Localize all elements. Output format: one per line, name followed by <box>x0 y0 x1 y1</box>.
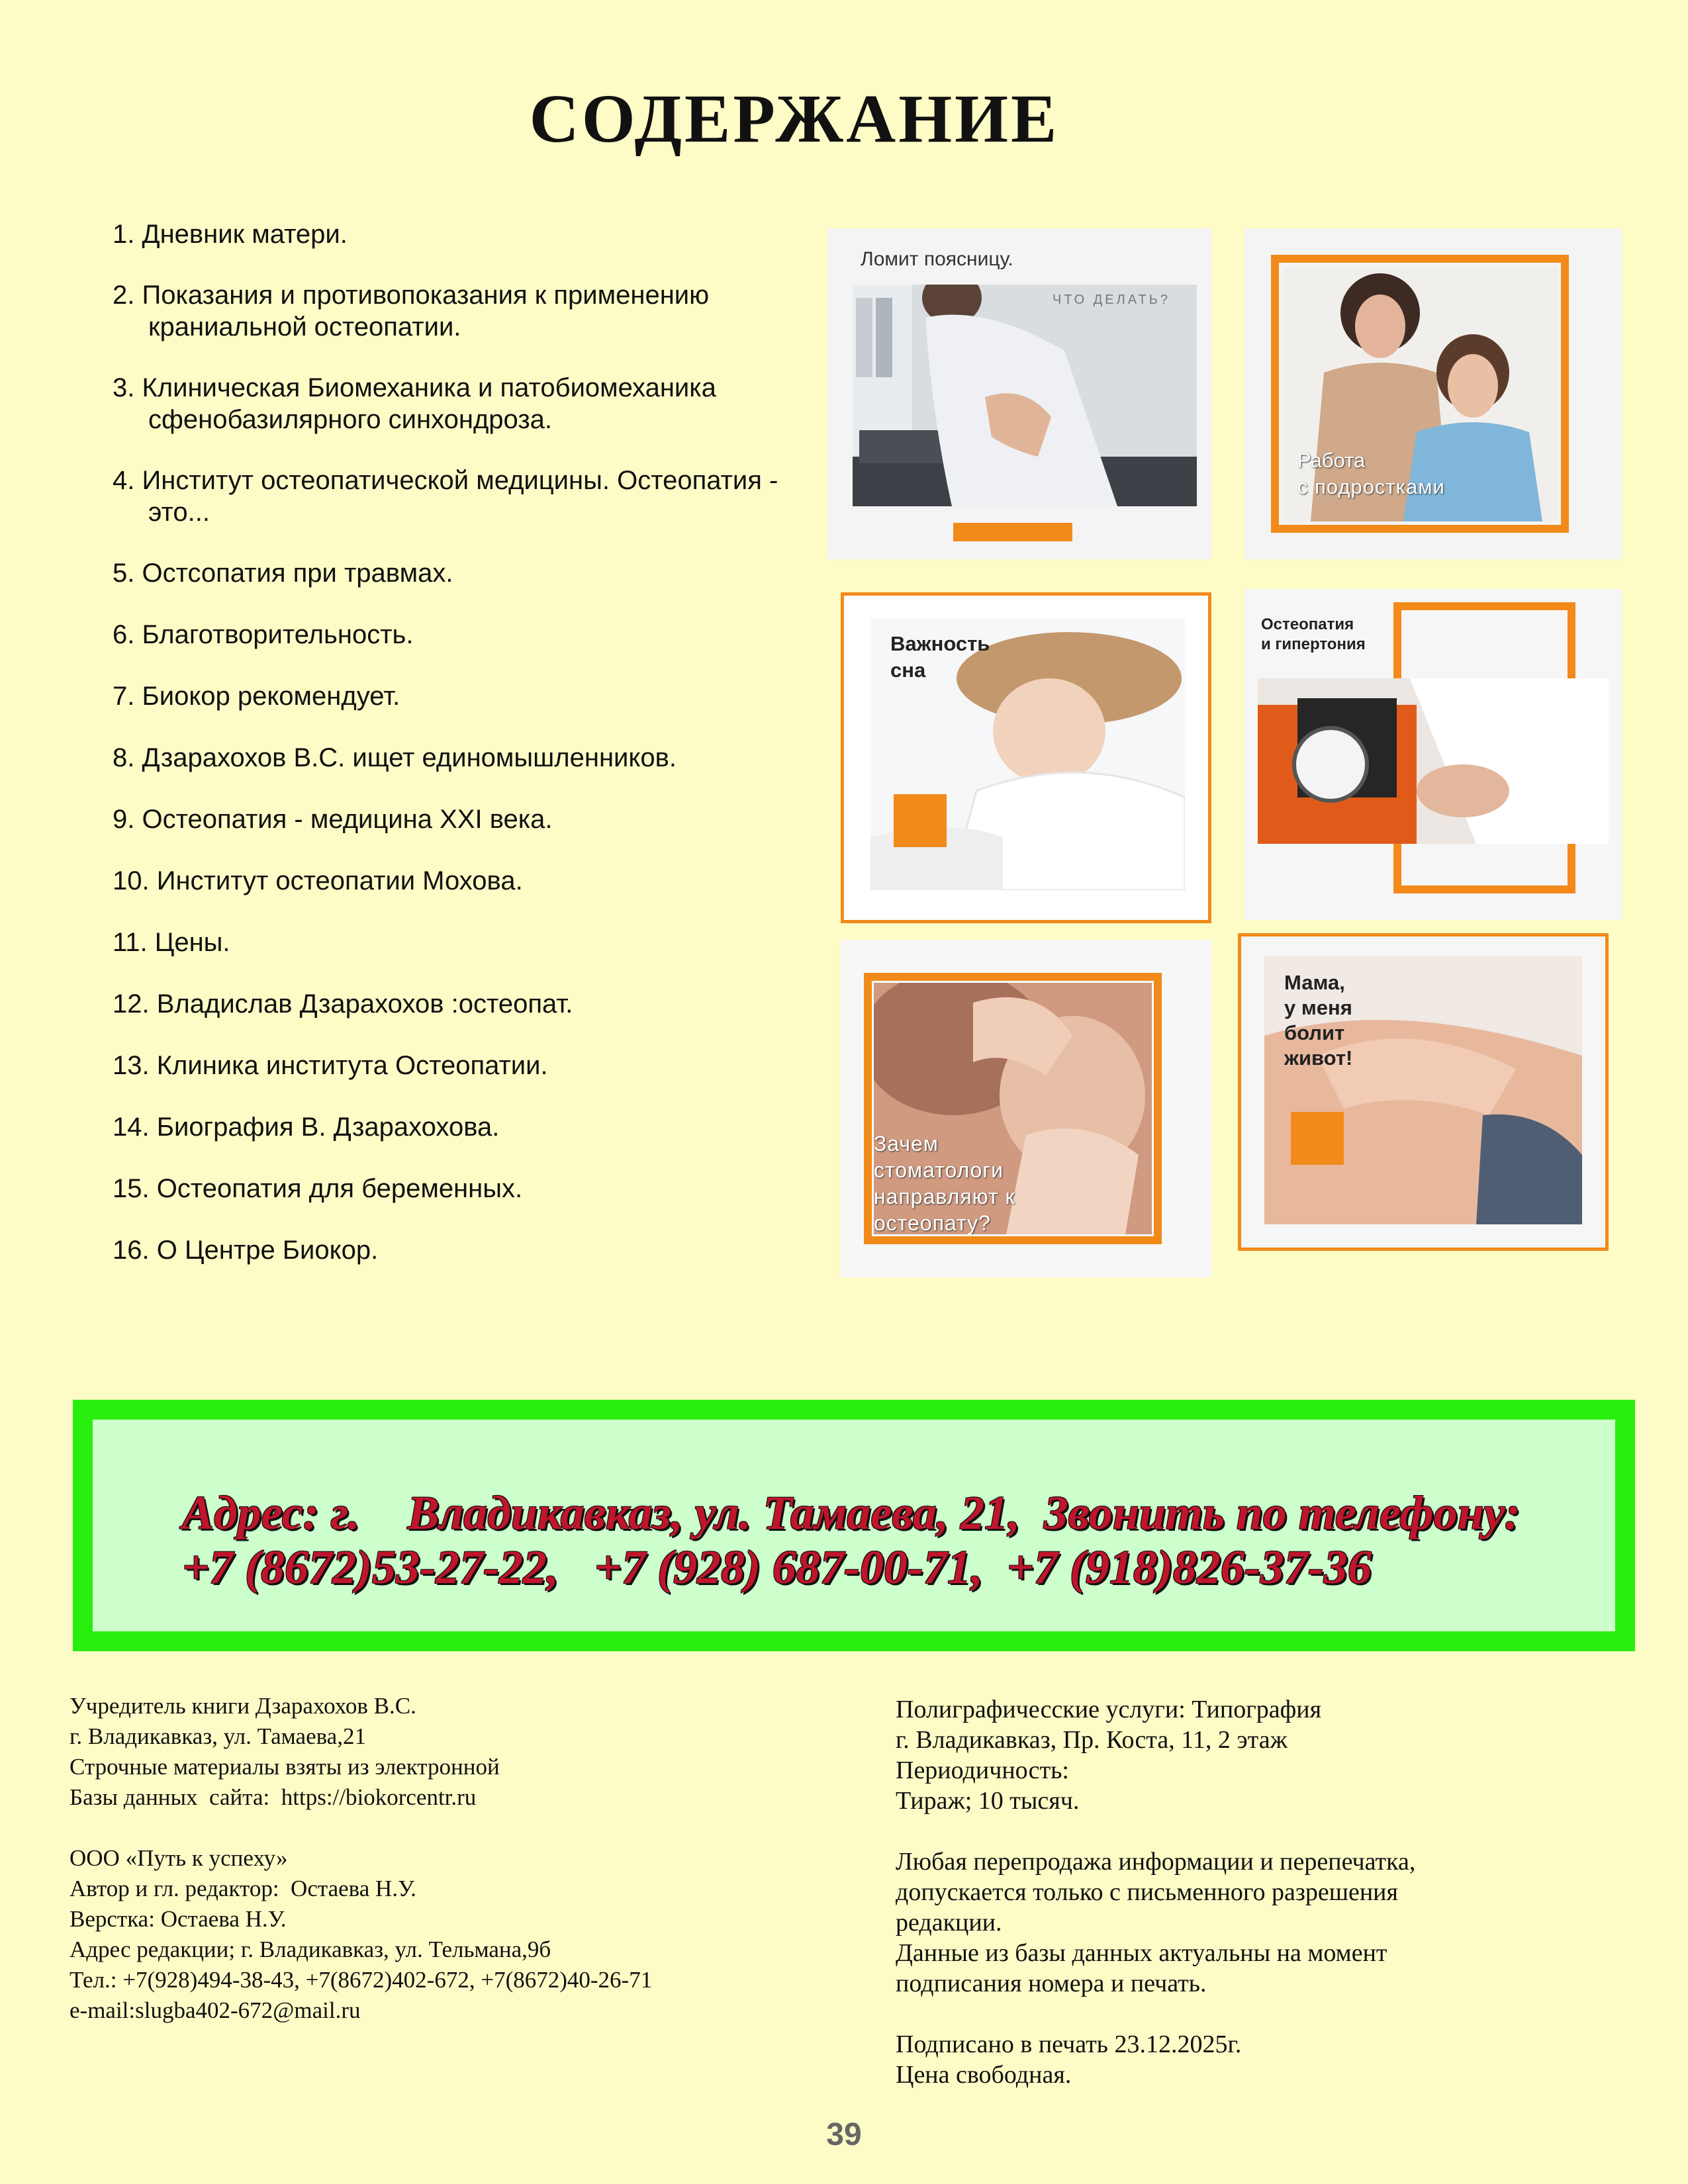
toc-item[interactable]: 2. Показания и противопоказания к применению краниальной остеопатии. <box>113 281 710 341</box>
dentists-photo <box>874 983 1152 1234</box>
card-caption: Остеопатия <box>1261 615 1354 633</box>
toc-item[interactable]: 5. Остсопатия при травмах. <box>113 559 453 588</box>
card-stomach <box>1238 933 1609 1251</box>
card-subcaption: ЧТО ДЕЛАТЬ? <box>1053 293 1171 307</box>
orange-bar <box>953 523 1072 541</box>
imprint-line: Любая перепродажа информации и перепечатка, <box>896 1848 1416 1876</box>
hypertension-photo <box>1258 678 1609 844</box>
imprint-line: Периодичность: <box>896 1756 1069 1784</box>
imprint-line: допускается только с письменного разрешения <box>896 1878 1398 1906</box>
card-caption: направляют к <box>874 1185 1015 1208</box>
card-dentists <box>841 940 1211 1277</box>
toc-item[interactable]: 8. Дзарахохов В.С. ищет единомышленников. <box>113 743 677 772</box>
card-caption: живот! <box>1284 1046 1353 1069</box>
phone-line[interactable]: +7 (8672)53-27-22, +7 (928) 687-00-71, +7 (918)826-37-36 <box>182 1541 1372 1594</box>
imprint-line: Подписано в печать 23.12.2025г. <box>896 2030 1242 2058</box>
address-text <box>182 1486 1521 1594</box>
toc-item[interactable]: 12. Владислав Дзарахохов :остеопат. <box>113 989 573 1019</box>
sleep-photo <box>870 619 1185 890</box>
card-caption: Важность <box>890 632 990 655</box>
imprint-line: Базы данных сайта: https://biokorcentr.ru <box>70 1784 477 1810</box>
orange-square <box>1291 1112 1344 1165</box>
toc-item[interactable]: 3. Клиническая Биомеханика и патобиомеханика сфенобазилярного синхондроза. <box>113 373 716 434</box>
table-of-contents <box>113 218 814 1266</box>
toc-item[interactable]: 1. Дневник матери. <box>113 220 348 249</box>
toc-item[interactable]: 16. О Центре Биокор. <box>113 1236 379 1265</box>
imprint-line: Цена свободная. <box>896 2061 1072 2089</box>
imprint-line: редакции. <box>896 1909 1002 1936</box>
imprint-line: Данные из базы данных актуальны на момент <box>896 1939 1387 1967</box>
imprint-line: Автор и гл. редактор: Остаева Н.У. <box>70 1876 416 1901</box>
imprint-right <box>896 1694 1415 2090</box>
imprint-line: Тел.: +7(928)494-38-43, +7(8672)402-672, +7(8672)40-26-71 <box>70 1967 653 1993</box>
image-gallery <box>827 228 1622 1287</box>
page-number: 39 <box>826 2117 862 2152</box>
card-caption: сна <box>890 659 926 682</box>
card-caption: остеопату? <box>874 1211 991 1234</box>
card-caption: Ломит поясницу. <box>861 248 1013 270</box>
address-box-inner <box>93 1420 1615 1631</box>
card-caption: болит <box>1284 1021 1345 1044</box>
orange-square <box>894 794 947 847</box>
imprint-line: Учредитель книги Дзарахохов В.С. <box>70 1693 416 1719</box>
imprint-line: подписания номера и печать. <box>896 1970 1207 1997</box>
card-sleep <box>841 592 1211 923</box>
imprint-line: Полиграфичесские услуги: Типография <box>896 1696 1322 1723</box>
back-pain-photo <box>853 285 1197 506</box>
card-teenagers <box>1244 228 1622 559</box>
email-line[interactable]: e-mail:slugba402-672@mail.ru <box>70 1997 361 2023</box>
toc-item[interactable]: 14. Биография В. Дзарахохова. <box>113 1113 500 1142</box>
imprint-line: Строчные материалы взяты из электронной <box>70 1754 500 1780</box>
toc-item[interactable]: 11. Цены. <box>113 928 230 957</box>
address-line: Адрес: г. Владикавказ, ул. Тамаева, 21, Звонить по телефону: <box>182 1486 1521 1539</box>
imprint-line: ООО «Путь к успеху» <box>70 1845 288 1871</box>
card-caption: с подростками <box>1297 475 1445 498</box>
imprint-line: Тираж; 10 тысяч. <box>896 1787 1080 1815</box>
imprint-line: Адрес редакции; г. Владикавказ, ул. Тельмана,9б <box>70 1936 551 1962</box>
card-caption: Работа <box>1297 449 1366 472</box>
card-back-pain <box>827 228 1211 559</box>
card-caption: и гипертония <box>1261 635 1366 653</box>
imprint-line: г. Владикавказ, Пр. Коста, 11, 2 этаж <box>896 1726 1288 1754</box>
toc-item[interactable]: 6. Благотворительность. <box>113 620 414 649</box>
toc-item[interactable]: 13. Клиника института Остеопатии. <box>113 1051 548 1080</box>
card-hypertension <box>1244 589 1622 920</box>
page-title: СОДЕРЖАНИЕ <box>529 81 1060 157</box>
imprint-line: Верстка: Остаева Н.У. <box>70 1906 287 1932</box>
stomach-photo <box>1264 956 1582 1224</box>
toc-item[interactable]: 7. Биокор рекомендует. <box>113 682 400 711</box>
address-box <box>73 1400 1635 1651</box>
card-caption: Мама, <box>1284 971 1345 994</box>
teenagers-photo <box>1284 267 1559 522</box>
toc-item[interactable]: 9. Остеопатия - медицина XXI века. <box>113 805 553 834</box>
toc-item[interactable]: 4. Институт остеопатической медицины. Остеопатия - это... <box>113 466 778 527</box>
imprint-line: г. Владикавказ, ул. Тамаева,21 <box>70 1723 366 1749</box>
imprint-left <box>70 1691 652 2026</box>
toc-item[interactable]: 15. Остеопатия для беременных. <box>113 1174 523 1203</box>
card-caption: стоматологи <box>874 1158 1004 1182</box>
toc-item[interactable]: 10. Институт остеопатии Мохова. <box>113 866 523 895</box>
card-caption: Зачем <box>874 1132 939 1156</box>
card-caption: у меня <box>1284 996 1352 1019</box>
